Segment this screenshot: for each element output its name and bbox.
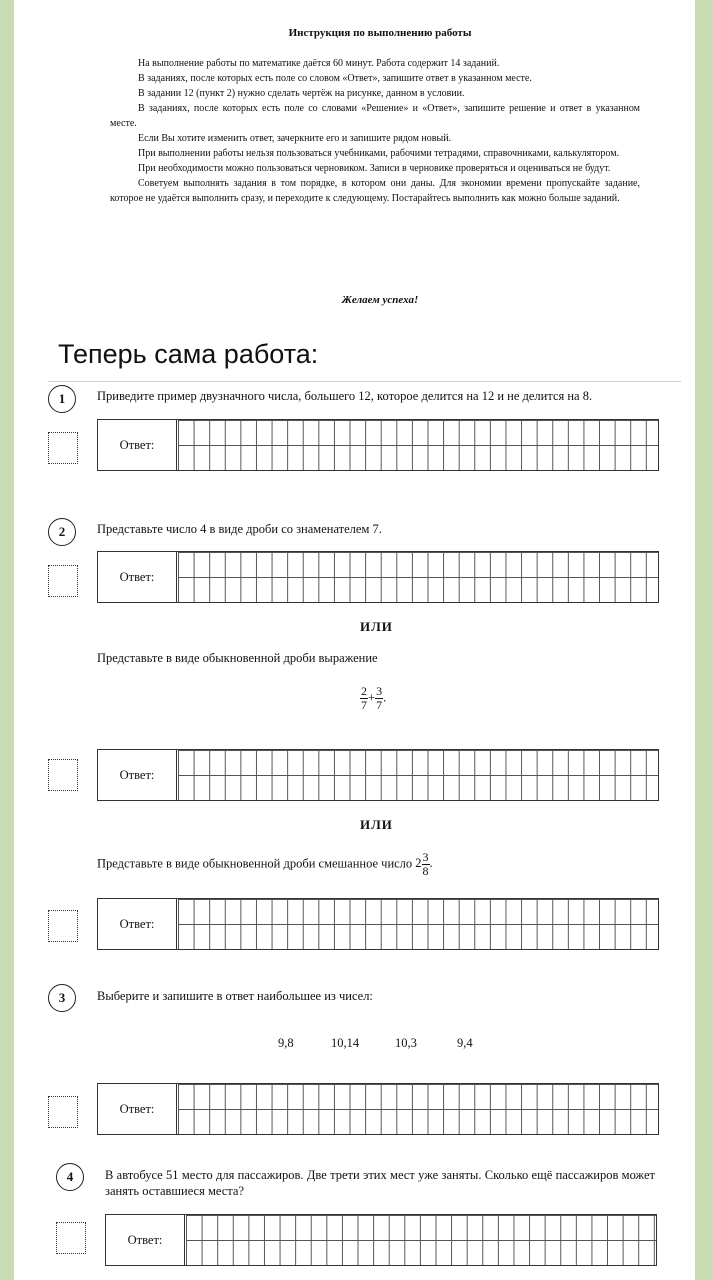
instruction-paragraph: Если Вы хотите изменить ответ, зачеркните его и запишите рядом новый.	[138, 133, 452, 144]
fraction-1	[360, 685, 368, 712]
instruction-paragraph: В заданиях, после которых есть поле со словом «Ответ», запишите ответ в указанном месте.	[138, 73, 532, 84]
instruction-paragraph: В заданиях, после которых есть поле со словами «Решение» и «Ответ», запишите решение и ответ в указанном месте.	[110, 103, 640, 129]
task-2-text-a: Представьте число 4 в виде дроби со знаменателем 7.	[97, 522, 382, 536]
task-1-text: Приведите пример двузначного числа, большего 12, которое делится на 12 и не делится на 8.	[97, 389, 593, 403]
answer-field-4[interactable]	[105, 1214, 657, 1266]
divider-line	[48, 381, 681, 382]
score-box-2c[interactable]	[48, 910, 78, 942]
answer-grid[interactable]	[186, 1215, 656, 1265]
instruction-paragraph: На выполнение работы по математике даётся 60 минут. Работа содержит 14 заданий.	[138, 58, 500, 69]
task-2-text-c-row	[97, 851, 677, 878]
or-separator: ИЛИ	[360, 619, 393, 634]
instruction-block	[110, 0, 650, 318]
good-luck-wish: Желаем успеха!	[341, 294, 419, 306]
number-option: 10,3	[395, 1036, 417, 1050]
score-box-3[interactable]	[48, 1096, 78, 1128]
fraction-expression	[360, 685, 386, 712]
answer-label: Ответ:	[98, 1084, 177, 1134]
task-4-text: В автобусе 51 место для пассажиров. Две трети этих мест уже заняты. Сколько ещё пассажиров может занять оставшиеся места?	[105, 1168, 655, 1198]
instruction-paragraph: В задании 12 (пункт 2) нужно сделать чертёж на рисунке, данном в условии.	[138, 88, 465, 99]
fraction-denominator: 7	[361, 698, 367, 712]
task-2-text-b: Представьте в виде обыкновенной дроби выражение	[97, 651, 378, 665]
answer-label: Ответ:	[98, 750, 177, 800]
instruction-title: Инструкция по выполнению работы	[288, 27, 472, 39]
answer-grid[interactable]	[178, 420, 658, 470]
mixed-whole: 2	[415, 856, 422, 871]
expression-end: .	[429, 856, 433, 871]
task-number-3: 3	[48, 984, 76, 1012]
instruction-paragraph: Советуем выполнять задания в том порядке, в котором они даны. Для экономии времени пропускайте задание, которое не удаётся выполнить сразу, и переходите к следующему. Постарайтесь выполнить как можно больше заданий.	[110, 178, 640, 204]
worksheet-page	[14, 0, 695, 1280]
fraction-numerator: 2	[361, 684, 367, 698]
expression-end: .	[383, 690, 387, 705]
answer-grid[interactable]	[178, 750, 658, 800]
answer-label: Ответ:	[106, 1215, 185, 1265]
fraction-denominator: 7	[376, 698, 383, 712]
or-separator: ИЛИ	[360, 817, 393, 832]
plus-operator: +	[368, 690, 376, 705]
fraction-2	[375, 685, 383, 712]
fraction-denominator: 8	[422, 864, 429, 878]
answer-grid[interactable]	[178, 552, 658, 602]
task-number-1: 1	[48, 385, 76, 413]
number-option: 9,4	[457, 1036, 473, 1050]
answer-label: Ответ:	[98, 899, 177, 949]
mixed-number	[415, 850, 433, 878]
answer-field-1[interactable]	[97, 419, 659, 471]
answer-grid[interactable]	[178, 899, 658, 949]
instruction-body	[110, 56, 640, 206]
score-box-2a[interactable]	[48, 565, 78, 597]
score-box-1[interactable]	[48, 432, 78, 464]
task-number-2: 2	[48, 518, 76, 546]
score-box-4[interactable]	[56, 1222, 86, 1254]
answer-field-3[interactable]	[97, 1083, 659, 1135]
number-option: 10,14	[331, 1036, 360, 1050]
fraction-numerator: 3	[422, 850, 429, 864]
mixed-fraction	[422, 851, 430, 878]
answer-field-2c[interactable]	[97, 898, 659, 950]
answer-grid[interactable]	[178, 1084, 658, 1134]
answer-label: Ответ:	[98, 420, 177, 470]
answer-label: Ответ:	[98, 552, 177, 602]
task-2-text-c: Представьте в виде обыкновенной дроби смешанное число	[97, 856, 413, 871]
task-number-4: 4	[56, 1163, 84, 1191]
section-heading: Теперь сама работа:	[58, 339, 319, 369]
answer-field-2b[interactable]	[97, 749, 659, 801]
number-option: 9,8	[278, 1036, 294, 1050]
task-3-text: Выберите и запишите в ответ наибольшее из чисел:	[97, 989, 373, 1003]
answer-field-2a[interactable]	[97, 551, 659, 603]
instruction-paragraph: При необходимости можно пользоваться черновиком. Записи в черновике проверяться и оцениваться не будут.	[138, 163, 611, 174]
fraction-numerator: 3	[376, 684, 383, 698]
instruction-paragraph: При выполнении работы нельзя пользоваться учебниками, рабочими тетрадями, справочниками, калькулятором.	[138, 148, 620, 159]
score-box-2b[interactable]	[48, 759, 78, 791]
